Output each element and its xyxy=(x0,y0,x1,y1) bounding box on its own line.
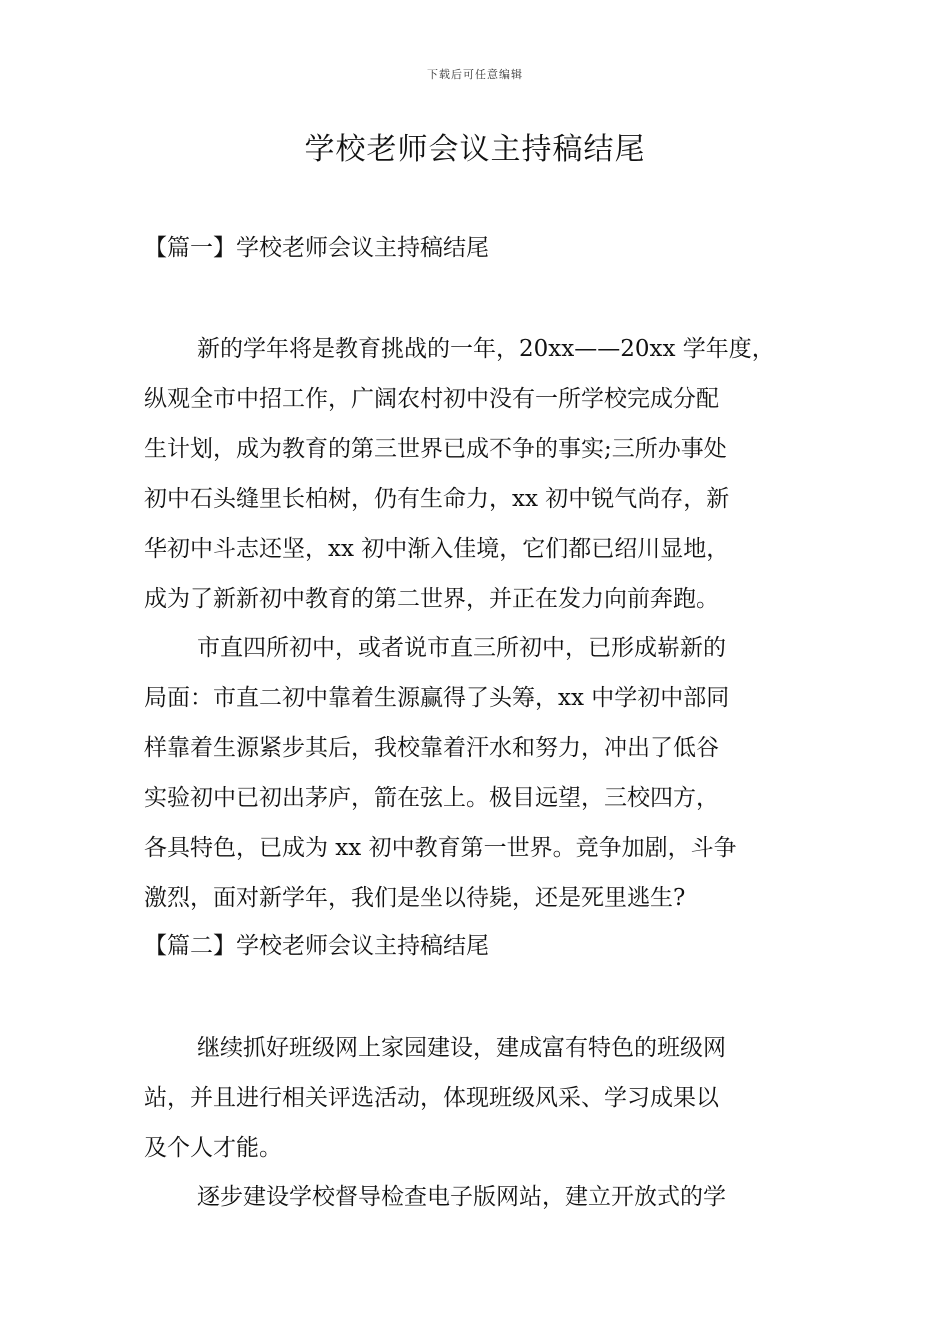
paragraph xyxy=(144,1023,824,1173)
text-line: 新的学年将是教育挑战的一年，20xx——20xx 学年度， xyxy=(197,336,775,362)
text-line: 成为了新新初中教育的第二世界，并正在发力向前奔跑。 xyxy=(144,586,719,612)
text-line: 实验初中已初出茅庐，箭在弦上。极目远望，三校四方， xyxy=(144,785,719,811)
text-line: 华初中斗志还坚，xx 初中渐入佳境，它们都已绍川显地， xyxy=(144,536,730,562)
section-heading-2: 【篇二】学校老师会议主持稿结尾 xyxy=(144,933,489,959)
document-title: 学校老师会议主持稿结尾 xyxy=(304,132,646,167)
text-line: 初中石头缝里长柏树，仍有生命力，xx 初中锐气尚存，新 xyxy=(144,486,730,512)
paragraph xyxy=(144,324,824,624)
text-line: 继续抓好班级网上家园建设，建成富有特色的班级网 xyxy=(197,1035,726,1061)
text-line: 激烈，面对新学年，我们是坐以待毙，还是死里逃生? xyxy=(144,885,686,911)
text-line: 纵观全市中招工作，广阔农村初中没有一所学校完成分配 xyxy=(144,386,719,412)
text-line: 各具特色，已成为 xx 初中教育第一世界。竞争加剧，斗争 xyxy=(144,835,737,861)
header-note: 下载后可任意编辑 xyxy=(427,68,523,81)
text-line: 生计划，成为教育的第三世界已成不争的事实;三所办事处 xyxy=(144,436,727,462)
text-line: 及个人才能。 xyxy=(144,1135,282,1161)
text-line: 市直四所初中，或者说市直三所初中，已形成崭新的 xyxy=(197,635,726,661)
text-line: 样靠着生源紧步其后，我校靠着汗水和努力，冲出了低谷 xyxy=(144,735,719,761)
section-heading-1: 【篇一】学校老师会议主持稿结尾 xyxy=(144,235,489,261)
text-line: 逐步建设学校督导检查电子版网站，建立开放式的学 xyxy=(197,1184,726,1210)
text-line: 局面：市直二初中靠着生源赢得了头筹，xx 中学初中部同 xyxy=(144,685,730,711)
text-line: 站，并且进行相关评选活动，体现班级风采、学习成果以 xyxy=(144,1085,719,1111)
paragraph xyxy=(144,1172,824,1222)
paragraph xyxy=(144,623,824,923)
